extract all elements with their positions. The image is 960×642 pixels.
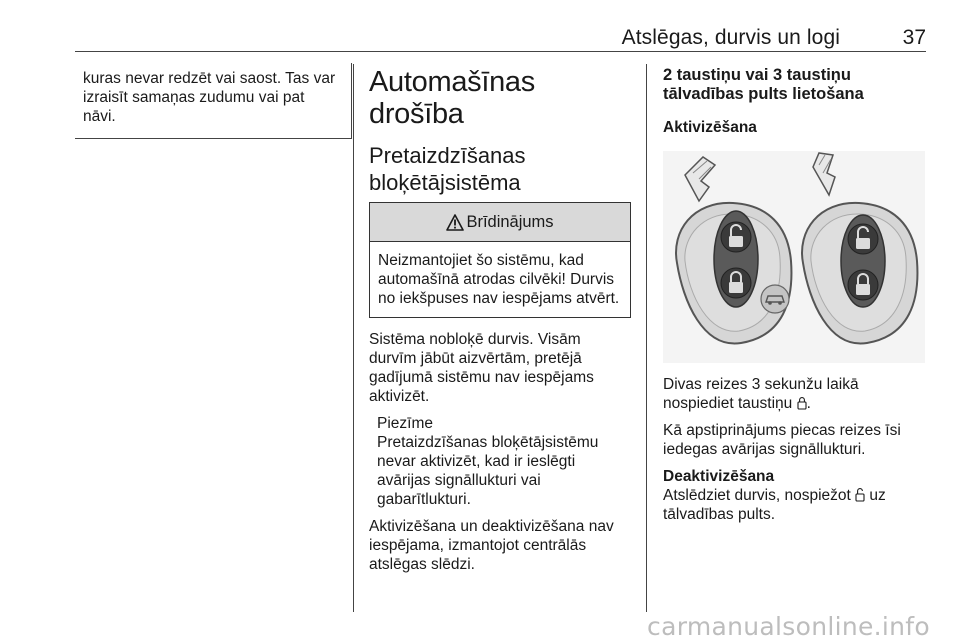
padlock-closed-icon	[797, 396, 807, 410]
warning-triangle-icon	[446, 214, 464, 231]
deactivation-instruction	[663, 486, 928, 524]
activation-instruction	[663, 375, 928, 413]
running-header: Atslēgas, durvis un logi	[621, 26, 840, 49]
padlock-open-icon	[855, 487, 865, 502]
paragraph: Sistēma nobloķē durvis. Visām durvīm jābūt aizvērtām, pretējā gadījumā sistēmu nav iespējams aktivizēt.	[369, 331, 594, 405]
warning-text: Neizmantojiet šo sistēmu, kad automašīnā atrodas cilvēki! Durvis no iekšpuses nav iespējams atvērt.	[378, 252, 620, 307]
activation-confirmation: Kā apstiprinājums piecas reizes īsi iedegas avārijas signāllukturi.	[663, 422, 901, 458]
note-block	[369, 414, 631, 509]
continued-text: kuras nevar redzēt vai saost. Tas var izraisīt samaņas zudumu vai pat nāvi.	[83, 70, 336, 125]
header-rule	[75, 51, 926, 52]
note-text: Pretaizdzīšanas bloķētājsistēmu nevar aktivizēt, kad ir ieslēgti avārijas signāllukturi vai gabarītlukturi.	[377, 434, 599, 508]
remote-section-title: 2 taustiņu vai 3 taustiņu tālvadības pults lietošana	[663, 66, 864, 103]
column-divider	[646, 64, 647, 612]
activation-text-end: .	[806, 395, 811, 412]
warning-box	[369, 202, 631, 318]
deactivation-text-end: uz tālvadības pults.	[663, 487, 886, 523]
activation-heading: Aktivizēšana	[663, 119, 757, 136]
remote-keys-figure	[663, 151, 925, 363]
deactivation-heading: Deaktivizēšana	[663, 468, 775, 485]
column-3	[663, 66, 928, 524]
paragraph: Aktivizēšana un deaktivizēšana nav iespējama, izmantojot centrālās atslēgas slēdzi.	[369, 518, 614, 573]
deactivation-text-part: Atslēdziet durvis, nospiežot	[663, 487, 856, 504]
warning-header	[370, 203, 630, 242]
continued-warning-box	[75, 63, 352, 139]
note-label: Piezīme	[377, 415, 433, 432]
section-title: Automašīnas drošība	[369, 66, 535, 130]
column-2	[369, 66, 631, 574]
page-number: 37	[902, 26, 926, 49]
warning-heading: Brīdinājums	[466, 212, 554, 231]
watermark: carmanualsonline.info	[647, 612, 930, 641]
activation-text-part: Divas reizes 3 sekunžu laikā nospiediet taustiņu	[663, 376, 859, 412]
column-divider	[353, 64, 354, 612]
subsection-title: Pretaizdzīšanas bloķētājsistēma	[369, 143, 526, 195]
